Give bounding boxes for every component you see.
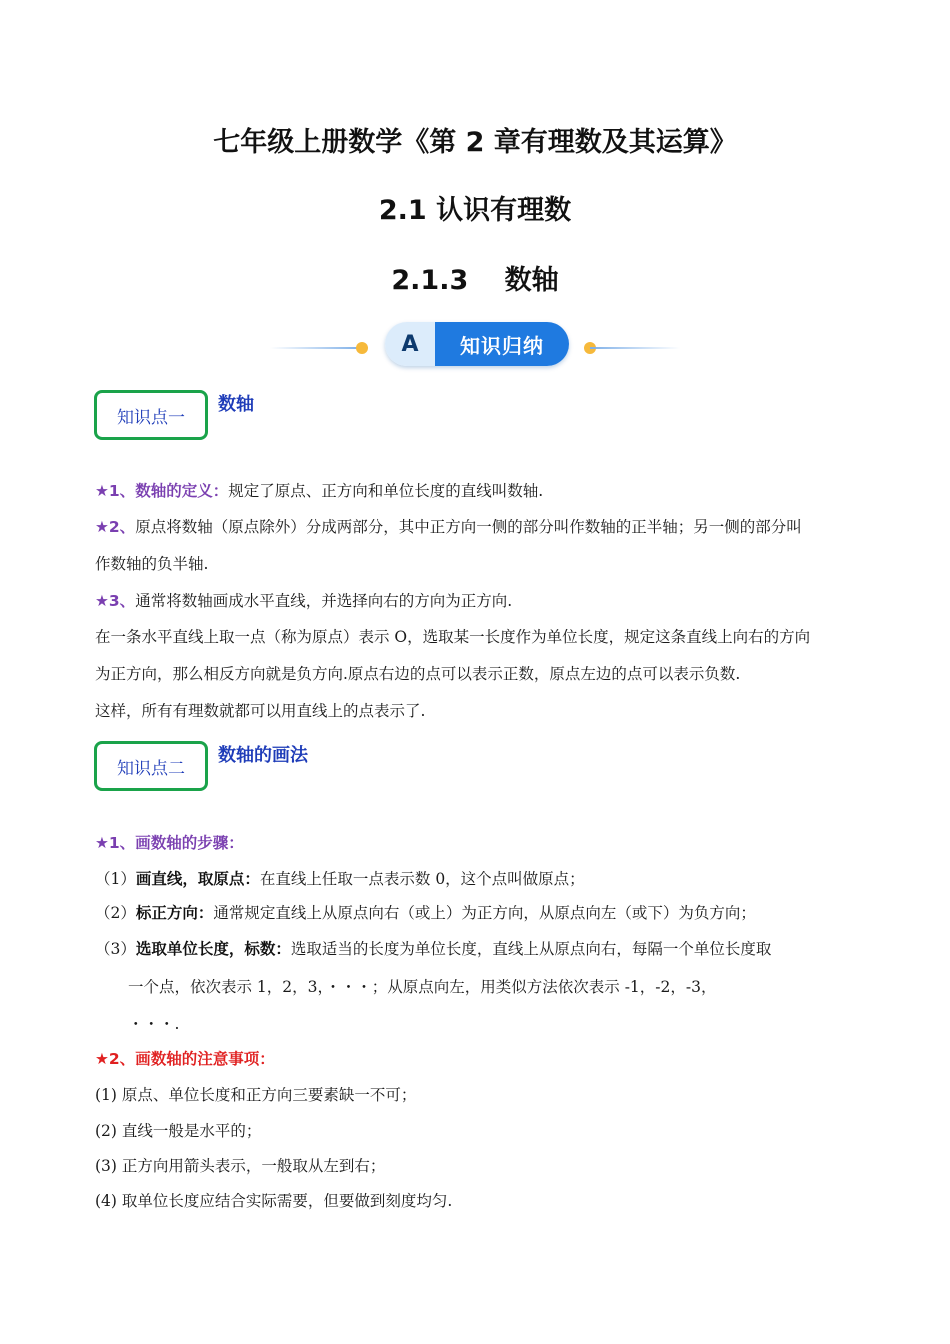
banner-dot-left (356, 342, 368, 354)
step-text: 通常规定直线上从原点向右（或上）为正方向，从原点向左（或下）为负方向； (213, 904, 756, 922)
section-title: 2.1 认识有理数 (378, 195, 572, 226)
item-text: 规定了原点、正方向和单位长度的直线叫数轴. (228, 482, 544, 500)
kp2-note-4: (4) 取单位长度应结合实际需要，但要做到刻度均匀. (95, 1192, 453, 1210)
kp2-step-2 (95, 902, 867, 924)
kp2-note-3: (3) 正方向用箭头表示，一般取从左到右； (95, 1157, 386, 1175)
item-heading: 数轴的定义： (135, 482, 229, 500)
kp2-step-1 (95, 868, 867, 890)
step-number: （2） (95, 904, 136, 922)
kp2-title: 数轴的画法 (218, 745, 308, 766)
star-marker: ★3、 (95, 592, 136, 610)
banner-label: 知识归纳 (435, 322, 569, 366)
step-heading: 画直线，取原点： (135, 870, 260, 888)
steps-heading: 画数轴的步骤： (135, 834, 244, 852)
step-text: 选取适当的长度为单位长度，直线上从原点向右，每隔一个单位长度取 (290, 940, 772, 958)
star-marker: ★2、 (95, 518, 136, 536)
kp2-notes-heading (95, 1048, 867, 1070)
knowledge-banner (270, 322, 680, 370)
star-marker: ★1、 (95, 834, 136, 852)
step-heading: 选取单位长度，标数： (135, 940, 291, 958)
kp2-note-2: (2) 直线一般是水平的； (95, 1122, 262, 1140)
kp2-step-3-cont-2: ・・・. (128, 1015, 180, 1033)
main-title: 七年级上册数学《第 2 章有理数及其运算》 (213, 127, 737, 158)
kp1-item-2-cont: 作数轴的负半轴. (95, 555, 209, 573)
step-number: （1） (95, 870, 136, 888)
subsection-title: 2.1.3 数轴 (391, 265, 559, 296)
step-heading: 标正方向： (135, 904, 214, 922)
kp2-steps-heading (95, 832, 867, 854)
banner-letter: A (385, 322, 435, 366)
star-marker: ★1、 (95, 482, 136, 500)
banner-line-right (590, 347, 680, 349)
banner-line-left (270, 347, 360, 349)
kp1-box: 知识点一 (94, 390, 208, 440)
kp1-para-line-3: 这样，所有有理数就都可以用直线上的点表示了. (95, 702, 426, 720)
kp2-box: 知识点二 (94, 741, 208, 791)
kp1-item-1 (95, 480, 867, 502)
kp1-para-line-2: 为正方向，那么相反方向就是负方向.原点右边的点可以表示正数，原点左边的点可以表示负数. (95, 665, 741, 683)
kp2-step-3 (95, 938, 867, 960)
kp1-item-3 (95, 590, 867, 612)
item-text: 原点将数轴（原点除外）分成两部分，其中正方向一侧的部分叫作数轴的正半轴；另一侧的部分叫 (135, 518, 802, 536)
kp1-item-2 (95, 516, 867, 538)
notes-heading: 画数轴的注意事项： (135, 1050, 275, 1068)
item-text: 通常将数轴画成水平直线，并选择向右的方向为正方向. (135, 592, 513, 610)
kp2-step-3-cont-1: 一个点，依次表示 1，2，3，・・・；从原点向左，用类似方法依次表示 -1，-2，-3， (128, 978, 717, 996)
kp2-note-1: (1) 原点、单位长度和正方向三要素缺一不可； (95, 1086, 417, 1104)
star-marker: ★2、 (95, 1050, 136, 1068)
kp1-para-line-1: 在一条水平直线上取一点（称为原点）表示 O，选取某一长度作为单位长度，规定这条直线上向右的方向 (95, 628, 811, 646)
banner-pill (385, 322, 569, 366)
step-number: （3） (95, 940, 136, 958)
step-text: 在直线上任取一点表示数 0，这个点叫做原点； (259, 870, 585, 888)
kp1-title: 数轴 (218, 394, 254, 415)
